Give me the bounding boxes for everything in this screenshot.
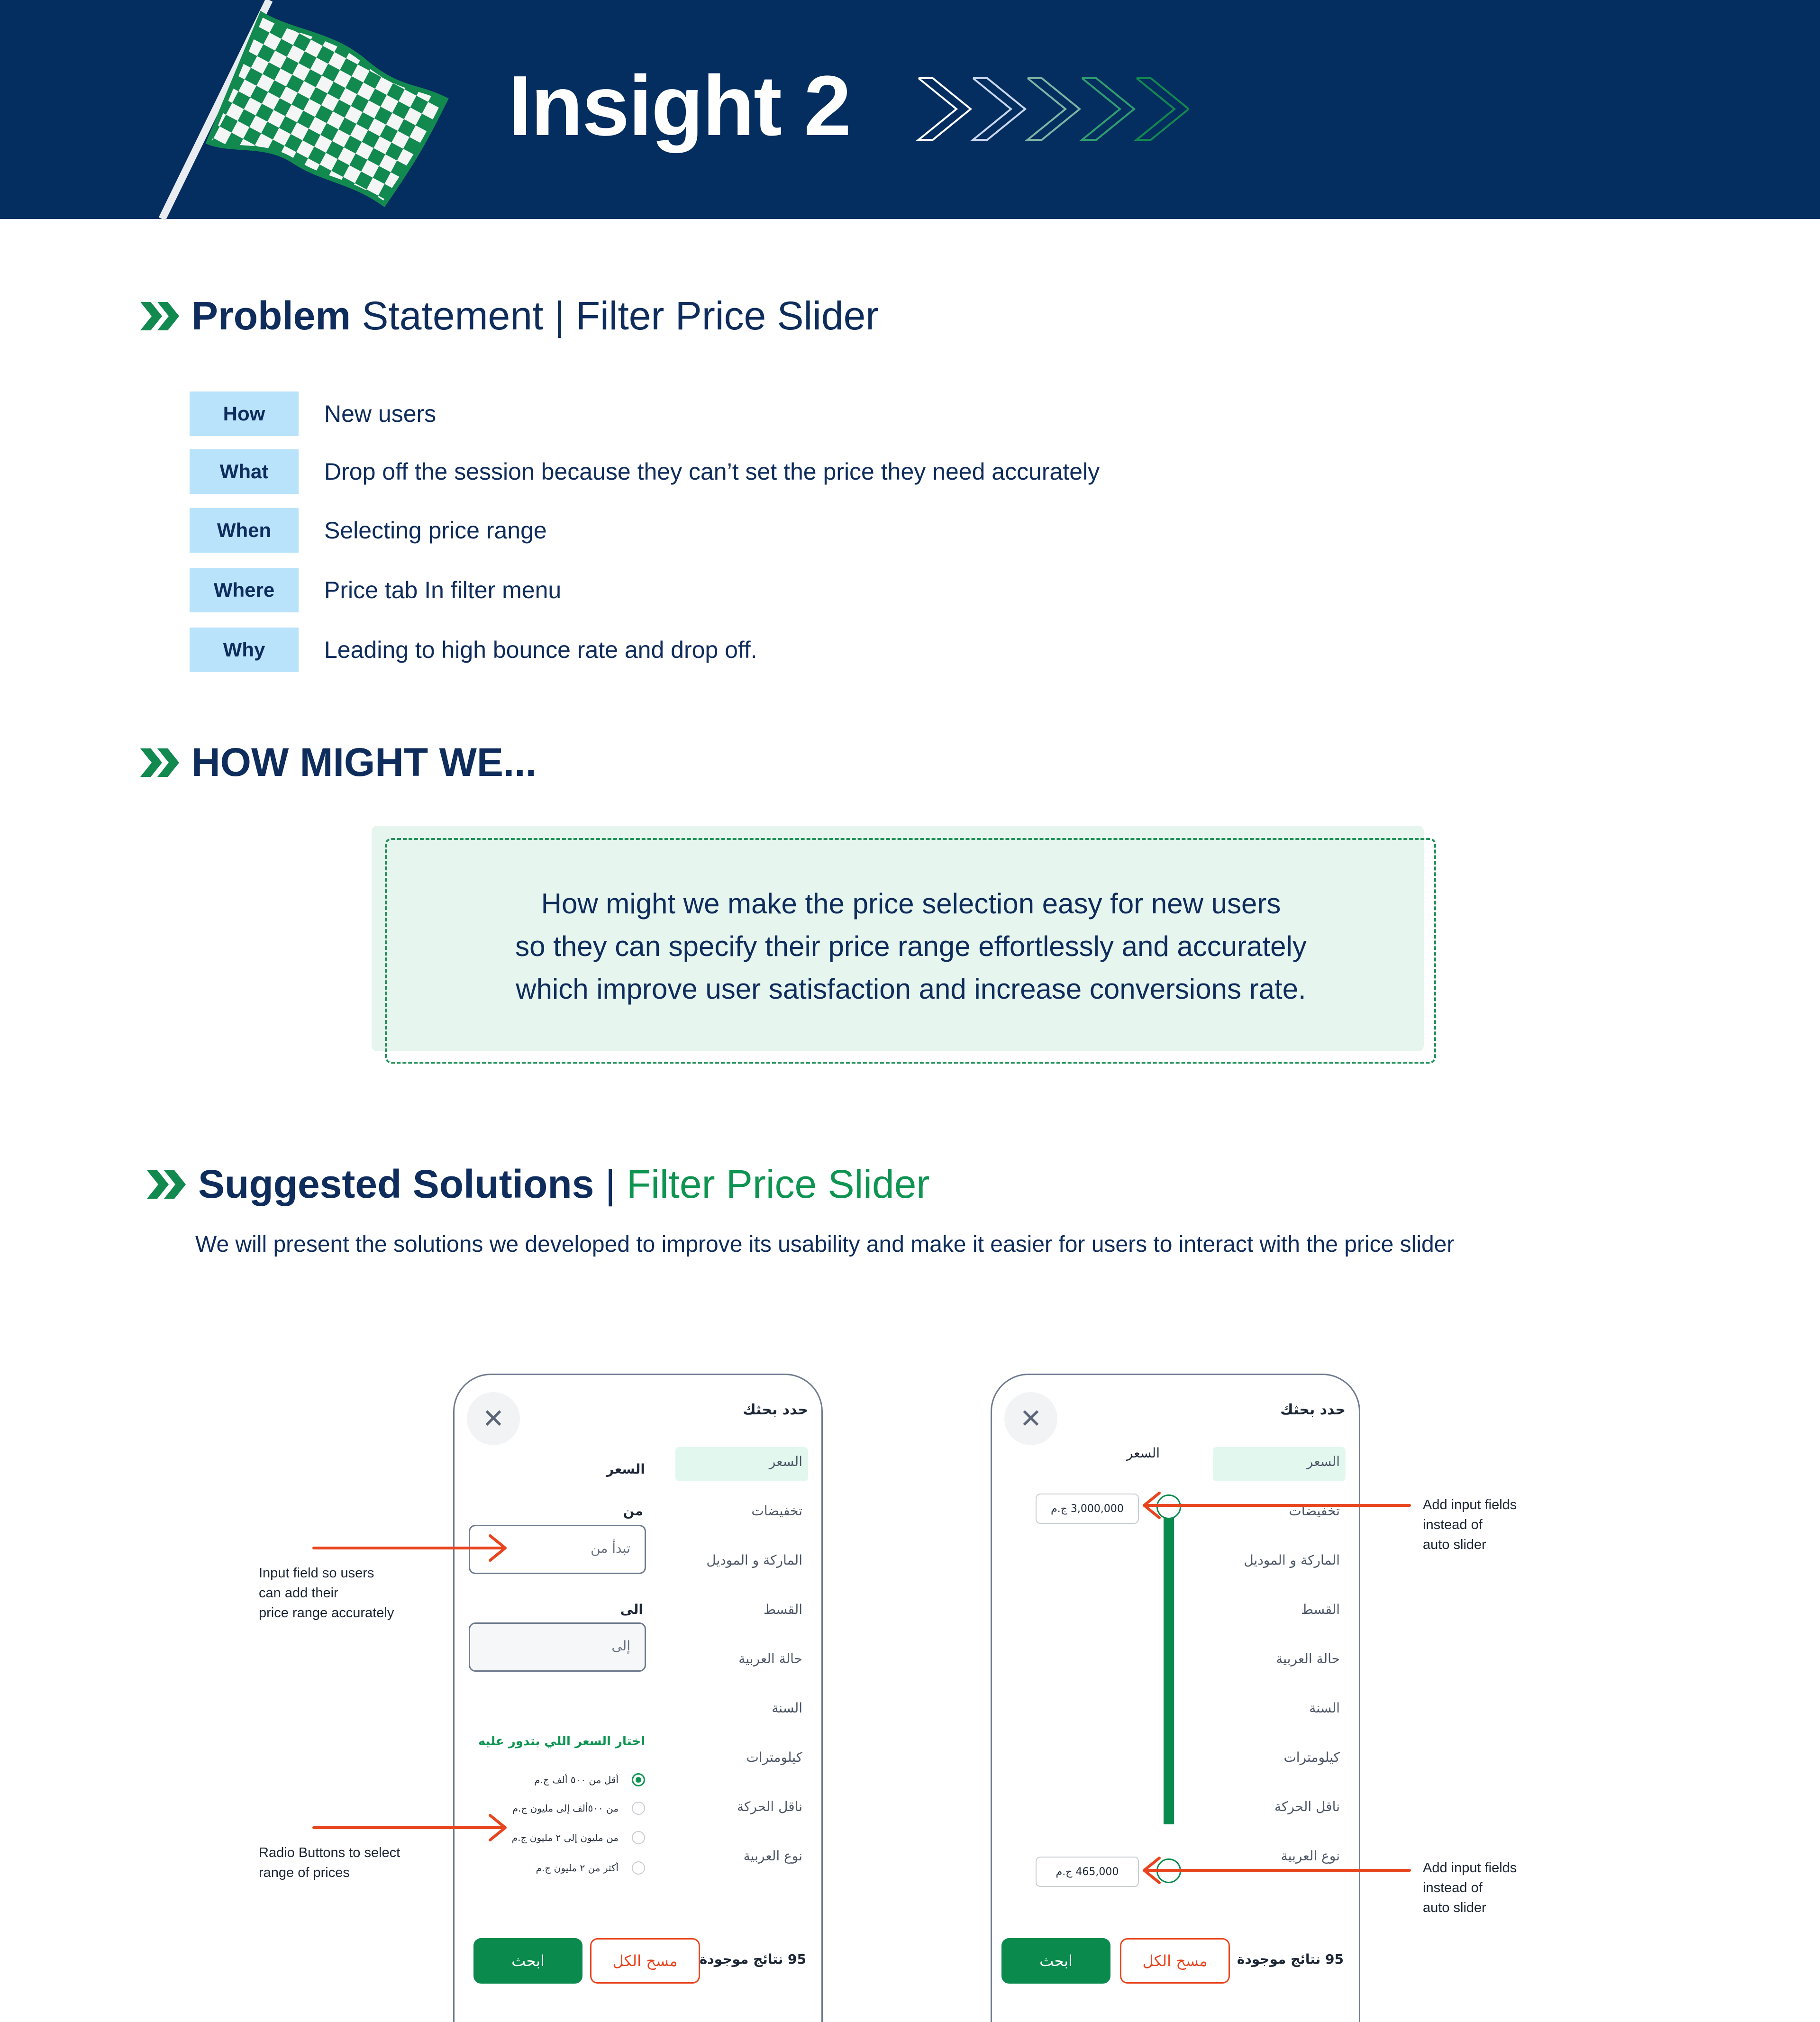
menu-item-transmission[interactable]: ناقل الحركة [737, 1799, 802, 1814]
menu-item-condition[interactable]: حالة العربية [738, 1651, 802, 1667]
tag-what: What [190, 449, 299, 494]
hmw-line: which improve user satisfaction and increase conversions rate. [516, 973, 1306, 1005]
menu-item-km[interactable]: كيلومترات [1283, 1749, 1340, 1765]
menu-item-body-type[interactable]: نوع العربية [1281, 1848, 1340, 1864]
note-line: price range accurately [259, 1605, 394, 1621]
note-input-field [259, 1563, 394, 1623]
close-icon[interactable]: ✕ [1004, 1392, 1057, 1445]
tag-how: How [190, 392, 299, 436]
search-button[interactable]: ابحث [473, 1938, 582, 1984]
filter-header: حدد بحثك [1280, 1402, 1346, 1418]
note-line: can add their [259, 1585, 338, 1601]
note-line: auto slider [1423, 1537, 1486, 1552]
radio-label: من مليون إلى ٢ مليون ج.م [511, 1832, 619, 1843]
note-slider-bottom [1423, 1858, 1517, 1918]
hmw-heading-text: HOW MIGHT WE... [191, 740, 537, 784]
solutions-heading-green: Filter Price Slider [626, 1162, 930, 1206]
tag-why: Why [190, 628, 299, 672]
row-text-what: Drop off the session because they can’t set the price they need accurately [324, 458, 1100, 485]
tag-when: When [190, 508, 299, 553]
row-text-when: Selecting price range [324, 517, 547, 544]
max-price-input[interactable]: 3,000,000 ج.م [1036, 1494, 1139, 1524]
min-price-input[interactable]: 465,000 ج.م [1036, 1857, 1139, 1887]
to-label: الى [620, 1602, 643, 1617]
note-slider-top [1423, 1495, 1517, 1555]
menu-item-body-type[interactable]: نوع العربية [743, 1848, 802, 1864]
radio-group-title: اختار السعر اللي بتدور عليه [478, 1734, 645, 1749]
menu-item-discounts[interactable]: تخفيضات [751, 1503, 802, 1519]
hmw-line: so they can specify their price range effortlessly and accurately [515, 930, 1307, 962]
note-line: Radio Buttons to select [259, 1845, 400, 1860]
row-text-why: Leading to high bounce rate and drop off. [324, 637, 757, 663]
menu-item-transmission[interactable]: ناقل الحركة [1274, 1799, 1340, 1814]
radio-label: أقل من ٥٠٠ ألف ج.م [534, 1774, 619, 1785]
note-line: range of prices [259, 1865, 350, 1880]
radio-label: من ٥٠٠ألف إلى مليون ج.م [512, 1803, 619, 1814]
menu-item-year[interactable]: السنة [772, 1700, 802, 1716]
menu-item-discounts[interactable]: تخفيضات [1289, 1503, 1340, 1519]
solutions-heading-bold: Suggested Solutions [198, 1162, 594, 1206]
menu-item-year[interactable]: السنة [1309, 1700, 1340, 1716]
solutions-description: We will present the solutions we developed to improve its usability and make it easier for users to interact with the price slider [195, 1232, 1455, 1257]
note-line: instead of [1423, 1880, 1483, 1895]
menu-item-installment[interactable]: القسط [1301, 1602, 1340, 1617]
price-section-title: السعر [606, 1461, 645, 1477]
price-section-title: السعر [1126, 1445, 1160, 1461]
row-text-how: New users [324, 401, 437, 427]
from-placeholder: تبدأ من [591, 1540, 630, 1556]
clear-all-button[interactable]: مسح الكل [1120, 1938, 1230, 1984]
note-line: Add input fields [1423, 1860, 1517, 1876]
menu-item-brand[interactable]: الماركة و الموديل [706, 1552, 802, 1568]
problem-heading-rest: Statement | Filter Price Slider [351, 293, 879, 338]
search-button[interactable]: ابحث [1001, 1938, 1110, 1984]
menu-item-brand[interactable]: الماركة و الموديل [1244, 1552, 1340, 1568]
radio-label: أكثر من ٢ مليون ج.م [536, 1862, 619, 1874]
row-text-where: Price tab In filter menu [324, 577, 562, 603]
note-line: auto slider [1423, 1900, 1486, 1915]
menu-item-price[interactable]: السعر [1306, 1454, 1340, 1469]
note-radio [259, 1843, 400, 1883]
menu-item-price[interactable]: السعر [769, 1454, 802, 1469]
tag-where: Where [190, 568, 299, 612]
results-count: 95 نتائج موجودة [699, 1951, 806, 1967]
page-title: Insight 2 [508, 58, 851, 154]
note-line: Input field so users [259, 1566, 374, 1581]
to-placeholder: إلى [611, 1638, 630, 1654]
note-line: instead of [1423, 1517, 1483, 1532]
clear-all-button[interactable]: مسح الكل [590, 1938, 700, 1984]
menu-item-condition[interactable]: حالة العربية [1276, 1651, 1340, 1667]
note-line: Add input fields [1423, 1497, 1517, 1512]
filter-header: حدد بحثك [743, 1402, 808, 1418]
menu-item-installment[interactable]: القسط [763, 1602, 802, 1617]
hmw-line: How might we make the price selection easy for new users [541, 888, 1281, 920]
problem-heading-bold: Problem [191, 293, 351, 338]
solutions-heading-sep: | [594, 1162, 627, 1206]
menu-item-km[interactable]: كيلومترات [746, 1749, 802, 1765]
from-label: من [623, 1503, 643, 1519]
results-count: 95 نتائج موجودة [1237, 1951, 1344, 1967]
close-icon[interactable]: ✕ [467, 1392, 520, 1445]
